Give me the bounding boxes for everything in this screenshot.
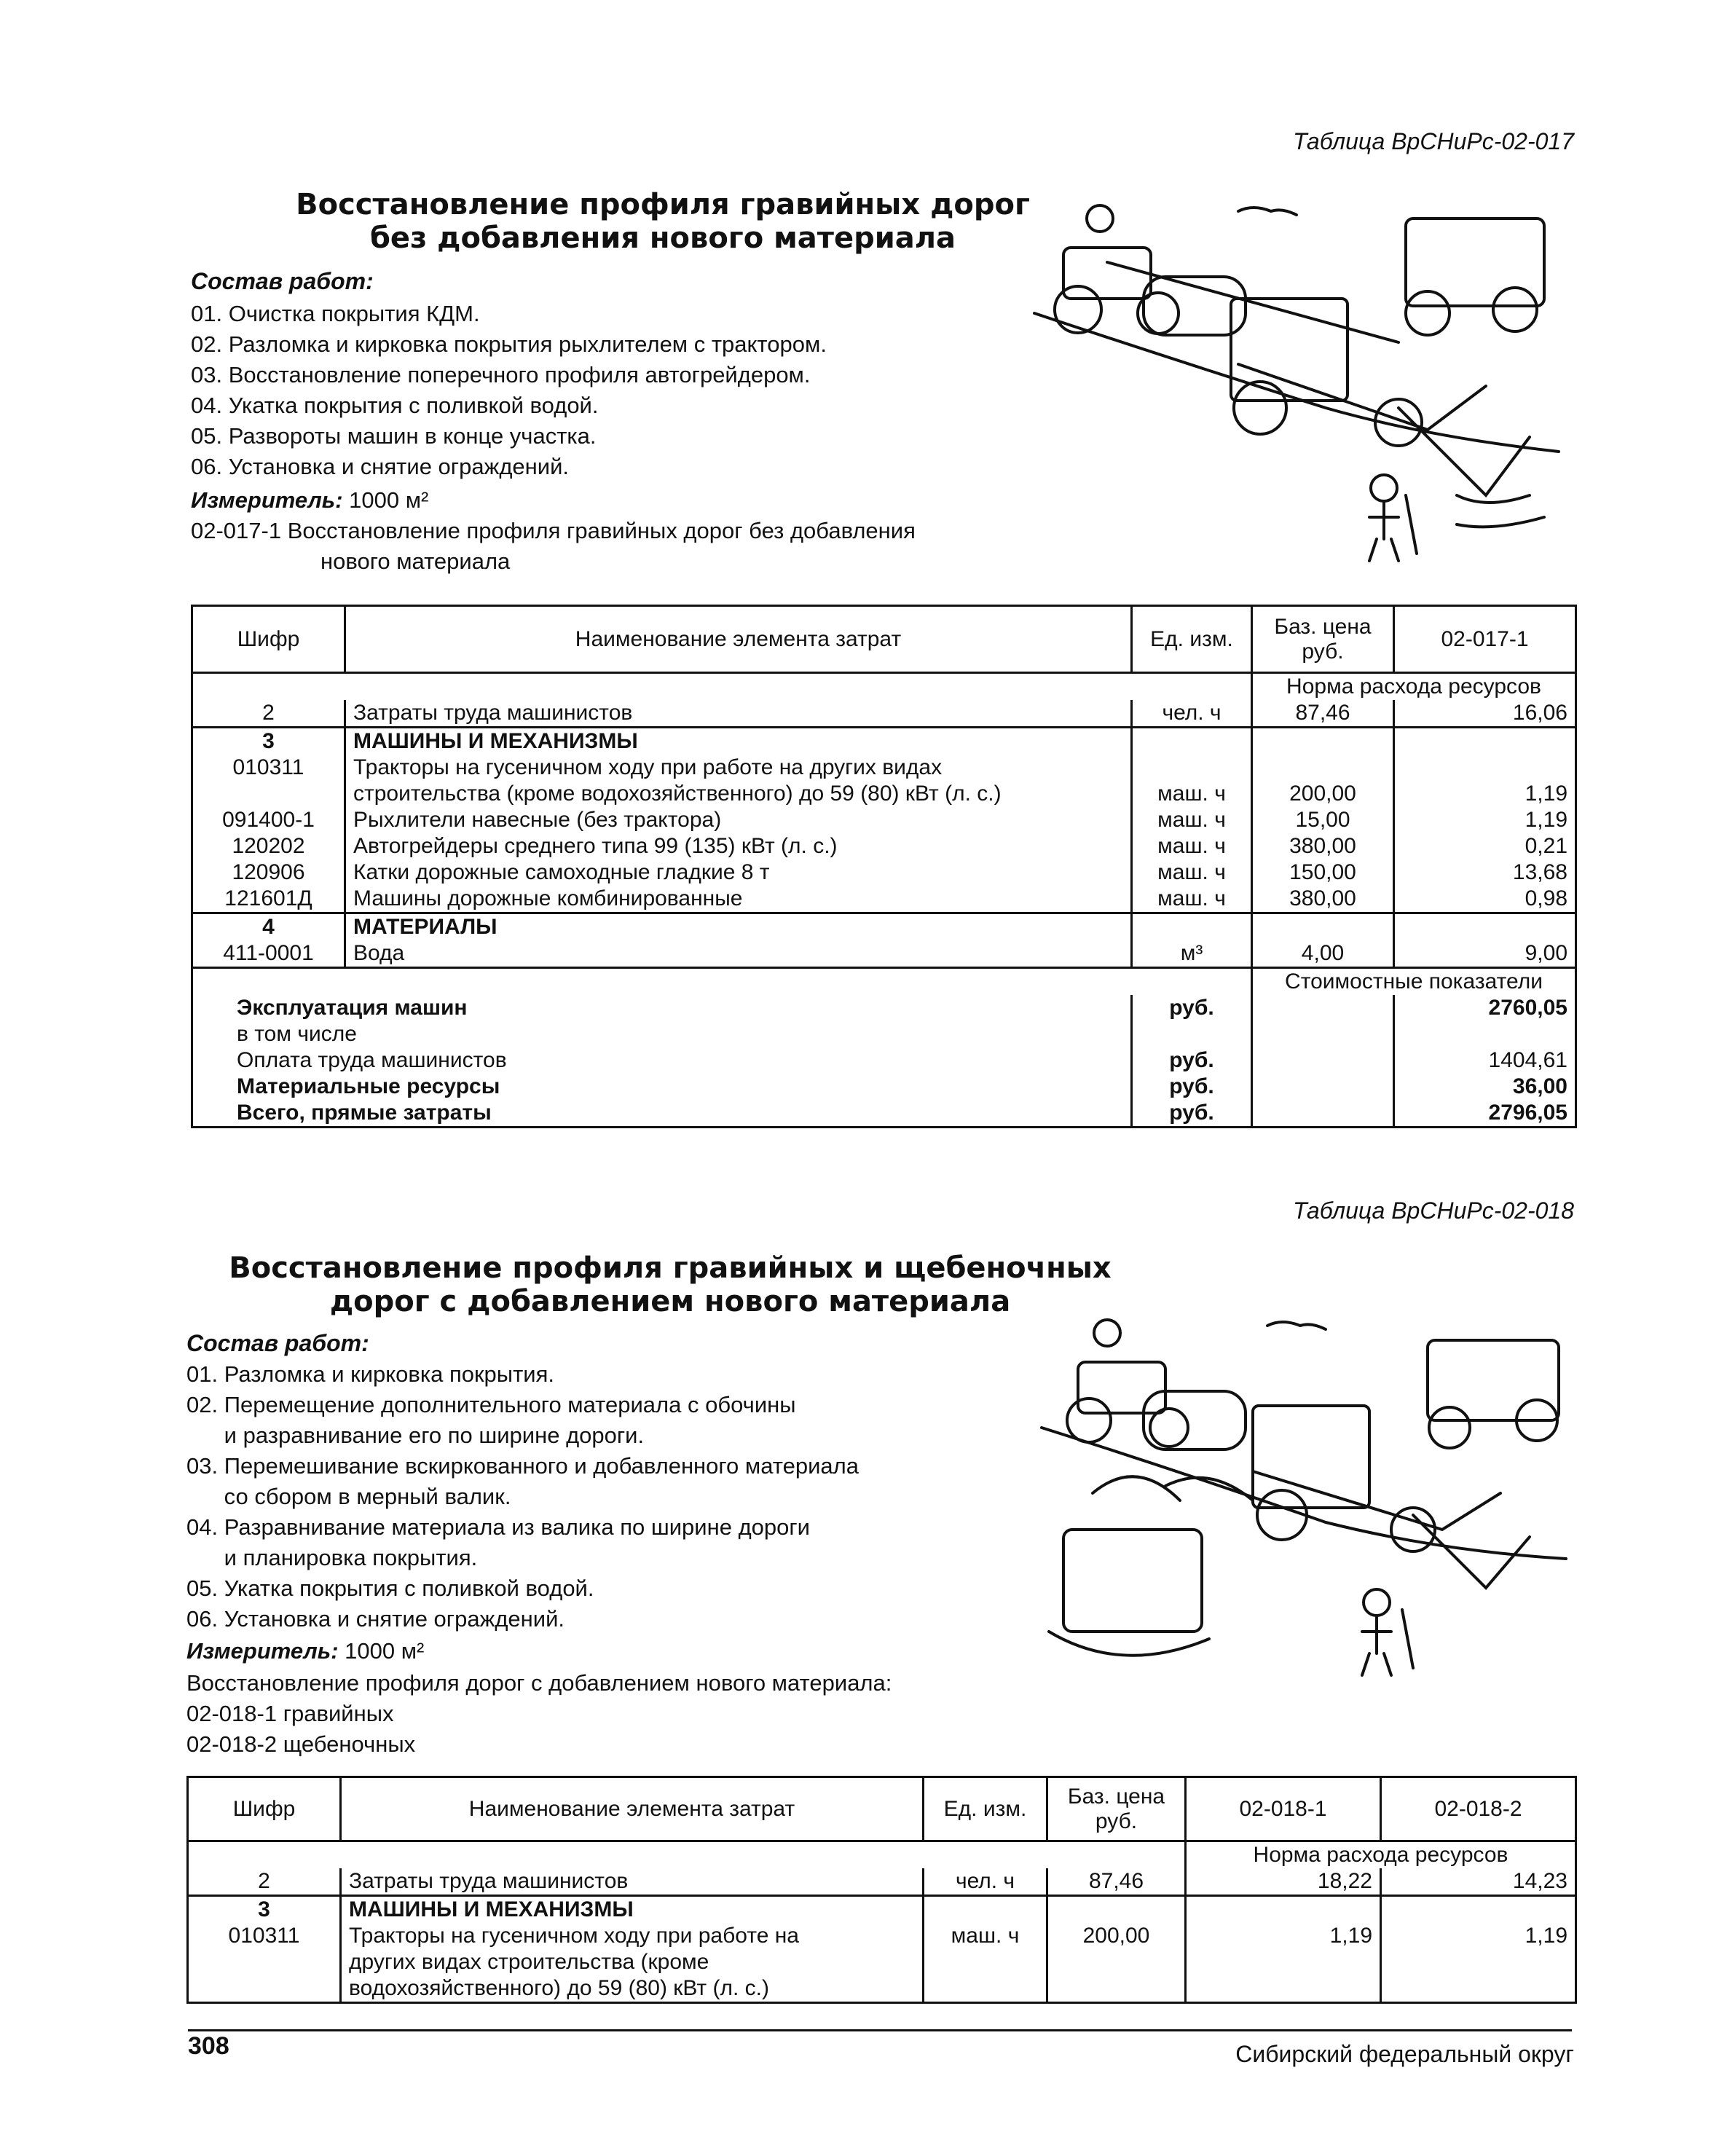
- table-row: [192, 833, 1576, 859]
- row-value: 9,00: [1394, 940, 1576, 968]
- measure-label: Измеритель:: [191, 487, 343, 513]
- measure-line: [186, 1636, 424, 1667]
- work-item: 01. Очистка покрытия КДМ.: [191, 301, 480, 326]
- table-row: [192, 781, 1576, 807]
- cost-empty: [1252, 1047, 1394, 1074]
- row-code: 2: [192, 700, 345, 728]
- road-machinery-illustration: [1034, 1311, 1573, 1697]
- road-machinery-illustration: [1020, 189, 1573, 583]
- section-title-line: Восстановление профиля гравийных дорог: [296, 188, 1030, 221]
- row-name: других видах строительства (кроме: [341, 1949, 924, 1975]
- cost-empty: [1252, 1021, 1394, 1047]
- row-price: 150,00: [1252, 859, 1394, 886]
- row-price: [1047, 1896, 1186, 1924]
- tractor-shape: [1078, 1362, 1165, 1413]
- table-row: [188, 1923, 1576, 1949]
- work-item: со сбором в мерный валик.: [186, 1484, 511, 1509]
- work-item: 05. Развороты машин в конце участка.: [191, 423, 597, 449]
- norm-header: Норма расхода ресурсов: [1252, 673, 1576, 701]
- header-col-02-017-1: 02-017-1: [1394, 606, 1576, 673]
- norm-header: Норма расхода ресурсов: [1186, 1841, 1576, 1869]
- row-price: [1252, 728, 1394, 755]
- code-line: 02-018-2 щебеночных: [186, 1731, 416, 1757]
- bulldozer-shape: [1063, 1530, 1202, 1632]
- cost-value: [1394, 1021, 1576, 1047]
- work-heading: Состав работ:: [186, 1330, 369, 1356]
- table-row: [192, 940, 1576, 968]
- work-item: 05. Укатка покрытия с поливкой водой.: [186, 1575, 594, 1601]
- header-price: Баз. цена руб.: [1047, 1777, 1186, 1841]
- header-col-02-018-1: 02-018-1: [1186, 1777, 1381, 1841]
- row-name: водохозяйственного) до 59 (80) кВт (л. с.): [341, 1975, 924, 2003]
- row-price: [1047, 1975, 1186, 2003]
- row-price: 87,46: [1047, 1868, 1186, 1896]
- cost-value: 2760,05: [1394, 995, 1576, 1021]
- cost-header: Стоимостные показатели: [1252, 968, 1576, 996]
- row-code: 120202: [192, 833, 345, 859]
- table-row: [188, 1949, 1576, 1975]
- row-code: 3: [188, 1896, 341, 1924]
- resource-rows: [188, 1868, 1576, 2003]
- row-unit: [1132, 913, 1252, 941]
- header-col-02-018-2: 02-018-2: [1381, 1777, 1576, 1841]
- page-number: 308: [188, 2032, 229, 2060]
- cost-row: [192, 1047, 1576, 1074]
- section-title: [197, 1251, 1144, 1318]
- row-code: [188, 1949, 341, 1975]
- work-item: 01. Разломка и кирковка покрытия.: [186, 1361, 554, 1387]
- cost-unit: руб.: [1132, 995, 1252, 1021]
- row-name: МАШИНЫ И МЕХАНИЗМЫ: [345, 728, 1132, 755]
- row-value: 1,19: [1186, 1923, 1381, 1949]
- row-unit: маш. ч: [1132, 807, 1252, 833]
- row-price: [1252, 913, 1394, 941]
- row-name: МАТЕРИАЛЫ: [345, 913, 1132, 941]
- row-code: 010311: [188, 1923, 341, 1949]
- table-row: [192, 700, 1576, 728]
- resource-table: [191, 605, 1577, 1128]
- row-unit: м³: [1132, 940, 1252, 968]
- work-item: 06. Установка и снятие ограждений.: [191, 454, 570, 479]
- row-value: 0,21: [1394, 833, 1576, 859]
- work-list: [191, 299, 827, 482]
- row-code: 120906: [192, 859, 345, 886]
- row-unit: чел. ч: [1132, 700, 1252, 728]
- row-price: 87,46: [1252, 700, 1394, 728]
- row-price: 200,00: [1047, 1923, 1186, 1949]
- row-unit: маш. ч: [1132, 833, 1252, 859]
- table-row: [188, 1868, 1576, 1896]
- row-value: [1186, 1949, 1381, 1975]
- cost-name: Оплата труда машинистов: [192, 1047, 1132, 1074]
- header-unit: Ед. изм.: [924, 1777, 1047, 1841]
- work-list: [186, 1359, 859, 1634]
- row-value: [1186, 1975, 1381, 2003]
- row-code: 010311: [192, 755, 345, 781]
- measure-label: Измеритель:: [186, 1638, 339, 1664]
- row-value: 0,98: [1394, 886, 1576, 913]
- row-code: 4: [192, 913, 345, 941]
- row-value: 18,22: [1186, 1868, 1381, 1896]
- measure-value: 1000 м²: [345, 1638, 425, 1664]
- work-item: 02. Перемещение дополнительного материала с обочины: [186, 1392, 796, 1417]
- cost-row: [192, 1021, 1576, 1047]
- cost-name: в том числе: [192, 1021, 1132, 1047]
- cost-value: 1404,61: [1394, 1047, 1576, 1074]
- cost-row: [192, 1074, 1576, 1100]
- table-row: [192, 728, 1576, 755]
- work-item: 03. Восстановление поперечного профиля автогрейдером.: [191, 362, 811, 387]
- cost-unit: руб.: [1132, 1074, 1252, 1100]
- header-name: Наименование элемента затрат: [345, 606, 1132, 673]
- work-item: 06. Установка и снятие ограждений.: [186, 1606, 565, 1632]
- row-value: 14,23: [1381, 1868, 1576, 1896]
- roller-shape: [1144, 1391, 1246, 1449]
- row-unit: маш. ч: [1132, 859, 1252, 886]
- row-value: 16,06: [1394, 700, 1576, 728]
- row-value: [1381, 1896, 1576, 1924]
- cost-row: [192, 1100, 1576, 1128]
- row-unit: маш. ч: [1132, 781, 1252, 807]
- table-row: [192, 807, 1576, 833]
- row-value: [1186, 1896, 1381, 1924]
- cost-unit: руб.: [1132, 1100, 1252, 1128]
- row-price: 4,00: [1252, 940, 1394, 968]
- cost-empty: [1252, 1074, 1394, 1100]
- code-line: 02-018-1 гравийных: [186, 1701, 394, 1726]
- row-name: Катки дорожные самоходные гладкие 8 т: [345, 859, 1132, 886]
- row-price: 380,00: [1252, 833, 1394, 859]
- table-label: Таблица ВрСНиРс-02-018: [1293, 1197, 1574, 1224]
- row-name: МАШИНЫ И МЕХАНИЗМЫ: [341, 1896, 924, 1924]
- table-row: [188, 1975, 1576, 2003]
- table-row: [192, 886, 1576, 913]
- row-code: 411-0001: [192, 940, 345, 968]
- cost-empty: [1252, 1100, 1394, 1128]
- cost-unit: [1132, 1021, 1252, 1047]
- code-line: 02-017-1 Восстановление профиля гравийных дорог без добавления: [191, 518, 916, 543]
- row-value: [1394, 728, 1576, 755]
- row-price: 380,00: [1252, 886, 1394, 913]
- row-name: Затраты труда машинистов: [345, 700, 1132, 728]
- row-unit: [1132, 728, 1252, 755]
- row-unit: чел. ч: [924, 1868, 1047, 1896]
- code-line: Восстановление профиля дорог с добавлением нового материала:: [186, 1670, 892, 1696]
- row-name: Затраты труда машинистов: [341, 1868, 924, 1896]
- table-row: [192, 859, 1576, 886]
- tractor-shape: [1063, 248, 1151, 299]
- cost-empty: [1252, 995, 1394, 1021]
- header-code: Шифр: [192, 606, 345, 673]
- row-unit: маш. ч: [924, 1923, 1047, 1949]
- work-item: 02. Разломка и кирковка покрытия рыхлителем с трактором.: [191, 331, 827, 357]
- row-code: [192, 781, 345, 807]
- header-code: Шифр: [188, 1777, 341, 1841]
- row-value: 1,19: [1394, 807, 1576, 833]
- region-name: Сибирский федеральный округ: [1235, 2041, 1574, 2067]
- row-value: 1,19: [1394, 781, 1576, 807]
- row-value: 13,68: [1394, 859, 1576, 886]
- row-value: [1381, 1975, 1576, 2003]
- row-name: Вода: [345, 940, 1132, 968]
- work-heading: Состав работ:: [191, 268, 374, 294]
- row-code: 121601Д: [192, 886, 345, 913]
- row-name: Автогрейдеры среднего типа 99 (135) кВт (л. с.): [345, 833, 1132, 859]
- work-item: и планировка покрытия.: [186, 1545, 478, 1570]
- row-name: Рыхлители навесные (без трактора): [345, 807, 1132, 833]
- section-title: [240, 188, 1085, 255]
- row-name: строительства (кроме водохозяйственного) до 59 (80) кВт (л. с.): [345, 781, 1132, 807]
- row-code: 091400-1: [192, 807, 345, 833]
- table-row: [192, 913, 1576, 941]
- row-value: 1,19: [1381, 1923, 1576, 1949]
- cost-name: Всего, прямые затраты: [192, 1100, 1132, 1128]
- row-price: [1047, 1949, 1186, 1975]
- row-name: Машины дорожные комбинированные: [345, 886, 1132, 913]
- cost-value: 2796,05: [1394, 1100, 1576, 1128]
- row-value: [1394, 755, 1576, 781]
- work-item: 04. Разравнивание материала из валика по ширине дороги: [186, 1514, 810, 1540]
- row-value: [1394, 913, 1576, 941]
- resource-rows: [192, 700, 1576, 968]
- header-name: Наименование элемента затрат: [341, 1777, 924, 1841]
- footer-rule: [188, 2029, 1572, 2031]
- row-unit: маш. ч: [1132, 886, 1252, 913]
- cost-unit: руб.: [1132, 1047, 1252, 1074]
- row-price: 15,00: [1252, 807, 1394, 833]
- row-code: [188, 1975, 341, 2003]
- section-title-line: Восстановление профиля гравийных и щебеночных: [229, 1251, 1112, 1285]
- row-unit: [924, 1896, 1047, 1924]
- row-code: 3: [192, 728, 345, 755]
- table-label: Таблица ВрСНиРс-02-017: [1293, 128, 1574, 154]
- measure-line: [191, 485, 428, 516]
- row-unit: [924, 1975, 1047, 2003]
- work-item: и разравнивание его по ширине дороги.: [186, 1423, 645, 1448]
- header-unit: Ед. изм.: [1132, 606, 1252, 673]
- section-title-line: дорог с добавлением нового материала: [329, 1285, 1011, 1318]
- row-price: [1252, 755, 1394, 781]
- header-price: Баз. цена руб.: [1252, 606, 1394, 673]
- code-line: нового материала: [320, 548, 511, 574]
- resource-table: [186, 1776, 1577, 2004]
- work-item: 03. Перемешивание вскиркованного и добавленного материала: [186, 1453, 859, 1479]
- row-name: Тракторы на гусеничном ходу при работе на других видах: [345, 755, 1132, 781]
- cost-value: 36,00: [1394, 1074, 1576, 1100]
- cost-name: Эксплуатация машин: [192, 995, 1132, 1021]
- row-value: [1381, 1949, 1576, 1975]
- cost-name: Материальные ресурсы: [192, 1074, 1132, 1100]
- table-row: [192, 755, 1576, 781]
- work-item: 04. Укатка покрытия с поливкой водой.: [191, 393, 599, 418]
- row-unit: [1132, 755, 1252, 781]
- cost-row: [192, 995, 1576, 1021]
- section-title-line: без добавления нового материала: [369, 221, 956, 255]
- row-unit: [924, 1949, 1047, 1975]
- cost-rows: [192, 995, 1576, 1128]
- table-row: [188, 1896, 1576, 1924]
- row-price: 200,00: [1252, 781, 1394, 807]
- row-code: 2: [188, 1868, 341, 1896]
- row-name: Тракторы на гусеничном ходу при работе на: [341, 1923, 924, 1949]
- measure-value: 1000 м²: [349, 487, 429, 513]
